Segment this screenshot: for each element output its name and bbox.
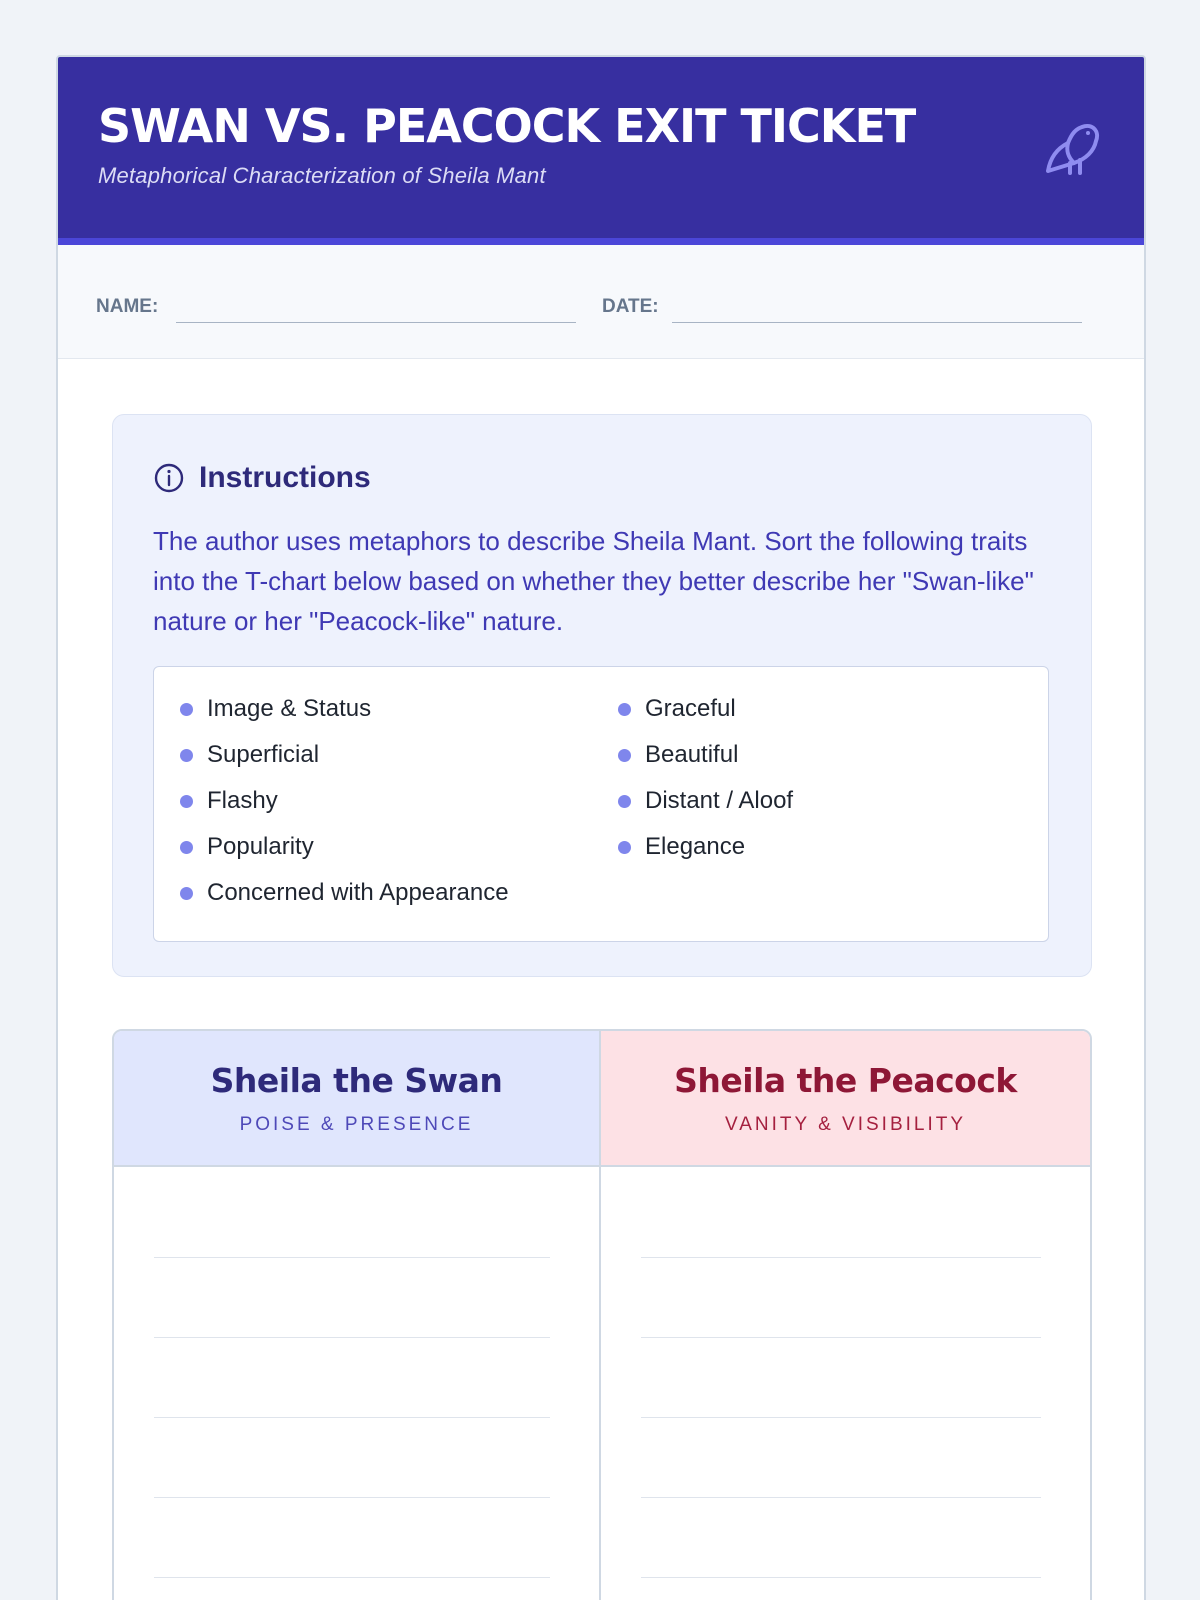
trait-item: Graceful: [618, 695, 736, 723]
swan-writing-line[interactable]: [154, 1337, 550, 1338]
instructions-box: [112, 414, 1092, 977]
instructions-heading: [153, 461, 371, 495]
bullet-icon: [618, 841, 631, 854]
bullet-icon: [618, 703, 631, 716]
swan-subtitle: POISE & PRESENCE: [239, 1114, 474, 1135]
bullet-icon: [180, 887, 193, 900]
peacock-column-header: [601, 1031, 1090, 1167]
peacock-writing-line[interactable]: [641, 1577, 1041, 1578]
page-subtitle: Metaphorical Characterization of Sheila Mant: [98, 163, 546, 188]
bullet-icon: [180, 795, 193, 808]
peacock-column: [601, 1031, 1090, 1600]
trait-item: Superficial: [180, 741, 319, 769]
date-field[interactable]: [672, 322, 1082, 323]
page-title: SWAN VS. PEACOCK EXIT TICKET: [98, 99, 916, 153]
trait-item: Distant / Aloof: [618, 787, 793, 815]
peacock-subtitle: VANITY & VISIBILITY: [724, 1114, 967, 1135]
swan-writing-line[interactable]: [154, 1577, 550, 1578]
peacock-writing-line[interactable]: [641, 1257, 1041, 1258]
peacock-writing-line[interactable]: [641, 1337, 1041, 1338]
peacock-writing-line[interactable]: [641, 1417, 1041, 1418]
swan-writing-line[interactable]: [154, 1417, 550, 1418]
bullet-icon: [618, 749, 631, 762]
instructions-text: The author uses metaphors to describe Sheila Mant. Sort the following traits into the T-chart below based on whether they better describe her "Swan-like" nature or her "Peacock-like" nature.: [153, 526, 1034, 636]
info-icon: [153, 462, 185, 494]
peacock-writing-line[interactable]: [641, 1497, 1041, 1498]
t-chart: [112, 1029, 1092, 1600]
swan-writing-line[interactable]: [154, 1257, 550, 1258]
trait-list: [153, 666, 1049, 942]
trait-item: Elegance: [618, 833, 745, 861]
bird-icon: [1042, 119, 1104, 177]
name-date-bar: [58, 245, 1144, 359]
swan-title: Sheila the Swan: [210, 1061, 503, 1100]
trait-item: Popularity: [180, 833, 314, 861]
bullet-icon: [180, 703, 193, 716]
swan-column-header: [114, 1031, 599, 1167]
swan-column: [114, 1031, 601, 1600]
header: [58, 57, 1144, 245]
swan-writing-line[interactable]: [154, 1497, 550, 1498]
trait-item: Beautiful: [618, 741, 738, 769]
trait-item: Flashy: [180, 787, 278, 815]
trait-item: Image & Status: [180, 695, 371, 723]
name-field[interactable]: [176, 322, 576, 323]
peacock-title: Sheila the Peacock: [674, 1061, 1017, 1100]
instructions-title: Instructions: [199, 461, 371, 494]
trait-item: Concerned with Appearance: [180, 879, 509, 907]
bullet-icon: [180, 749, 193, 762]
bullet-icon: [618, 795, 631, 808]
bullet-icon: [180, 841, 193, 854]
exit-ticket-sheet: [56, 55, 1146, 1600]
name-label: NAME:: [96, 296, 159, 317]
date-label: DATE:: [602, 296, 659, 317]
